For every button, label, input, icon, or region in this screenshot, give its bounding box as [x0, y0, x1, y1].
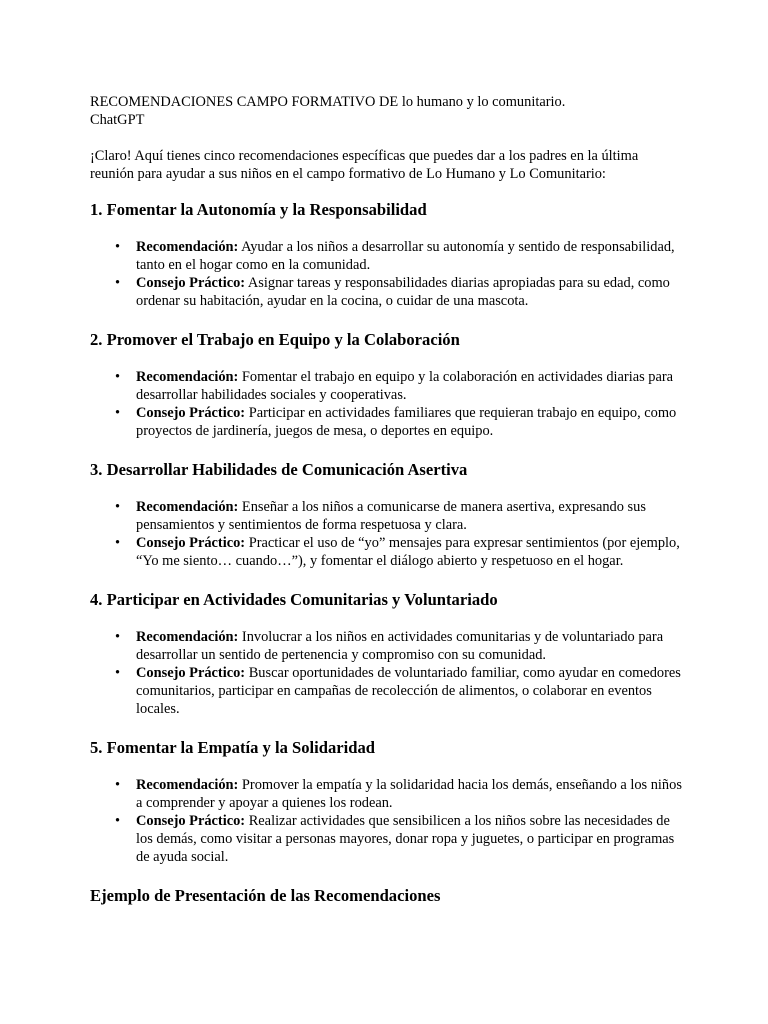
list-item — [115, 274, 682, 310]
final-heading: Ejemplo de Presentación de las Recomendaciones — [90, 886, 441, 905]
item-text: Enseñar a los niños a comunicarse de manera asertiva, expresando sus pensamientos y sentimientos de forma respetuosa y clara. — [136, 499, 646, 533]
item-text: Participar en actividades familiares que requieran trabajo en equipo, como proyectos de jardinería, juegos de mesa, o deportes en equipo. — [136, 405, 677, 439]
item-label: Consejo Práctico: — [136, 813, 246, 829]
intro-paragraph: ¡Claro! Aquí tienes cinco recomendaciones específicas que puedes dar a los padres en la última reunión para ayudar a sus niños en el campo formativo de Lo Humano y Lo Comunitario: — [90, 148, 639, 182]
bullet-icon: • — [115, 239, 121, 255]
bullet-icon: • — [115, 777, 121, 793]
section-heading: 2. Promover el Trabajo en Equipo y la Colaboración — [90, 330, 460, 349]
item-text: Fomentar el trabajo en equipo y la colaboración en actividades diarias para desarrollar habilidades sociales y cooperativas. — [136, 369, 674, 403]
bullet-list — [90, 368, 682, 440]
bullet-icon: • — [115, 275, 121, 291]
item-text: Realizar actividades que sensibilicen a los niños sobre las necesidades de los demás, como visitar a personas mayores, donar ropa y juguetes, o participar en programas de ayuda social. — [136, 813, 675, 865]
bullet-icon: • — [115, 535, 121, 551]
list-item — [115, 368, 682, 404]
section-3 — [90, 460, 682, 570]
item-label: Recomendación: — [136, 369, 239, 385]
section-5 — [90, 738, 682, 866]
item-text: Asignar tareas y responsabilidades diarias apropiadas para su edad, como ordenar su habitación, ayudar en la cocina, o cuidar de una mascota. — [136, 275, 670, 309]
bullet-icon: • — [115, 629, 121, 645]
list-item — [115, 498, 682, 534]
item-label: Consejo Práctico: — [136, 405, 246, 421]
section-heading: 5. Fomentar la Empatía y la Solidaridad — [90, 738, 376, 757]
item-text: Practicar el uso de “yo” mensajes para expresar sentimientos (por ejemplo, “Yo me siento… cuando…”), y fomentar el diálogo abierto y respetuoso en el hogar. — [136, 535, 680, 569]
list-item — [115, 404, 682, 440]
item-text: Buscar oportunidades de voluntariado familiar, como ayudar en comedores comunitarios, participar en campañas de recolección de alimentos, o colaborar en eventos locales. — [136, 665, 681, 717]
bullet-icon: • — [115, 499, 121, 515]
item-label: Consejo Práctico: — [136, 665, 246, 681]
section-1 — [90, 200, 682, 310]
item-label: Consejo Práctico: — [136, 535, 246, 551]
bullet-list — [90, 238, 682, 310]
section-heading: 4. Participar en Actividades Comunitarias y Voluntariado — [90, 590, 498, 609]
item-label: Recomendación: — [136, 499, 239, 515]
list-item — [115, 812, 682, 866]
author-line: ChatGPT — [90, 112, 145, 128]
section-4 — [90, 590, 682, 718]
section-2 — [90, 330, 682, 440]
item-label: Recomendación: — [136, 777, 239, 793]
bullet-icon: • — [115, 813, 121, 829]
bullet-icon: • — [115, 369, 121, 385]
list-item — [115, 534, 682, 570]
item-label: Consejo Práctico: — [136, 275, 246, 291]
section-heading: 3. Desarrollar Habilidades de Comunicación Asertiva — [90, 460, 468, 479]
bullet-list — [90, 776, 682, 866]
list-item — [115, 628, 682, 664]
item-text: Promover la empatía y la solidaridad hacia los demás, enseñando a los niños a comprender y apoyar a quienes los rodean. — [136, 777, 682, 811]
bullet-icon: • — [115, 405, 121, 421]
item-text: Ayudar a los niños a desarrollar su autonomía y sentido de responsabilidad, tanto en el hogar como en la comunidad. — [136, 239, 675, 273]
list-item — [115, 238, 682, 274]
bullet-list — [90, 628, 682, 718]
document-page — [90, 93, 682, 906]
bullet-icon: • — [115, 665, 121, 681]
bullet-list — [90, 498, 682, 570]
item-label: Recomendación: — [136, 239, 239, 255]
document-title: RECOMENDACIONES CAMPO FORMATIVO DE lo humano y lo comunitario. — [90, 94, 566, 110]
item-text: Involucrar a los niños en actividades comunitarias y de voluntariado para desarrollar un sentido de pertenencia y compromiso con su comunidad. — [136, 629, 664, 663]
list-item — [115, 776, 682, 812]
section-heading: 1. Fomentar la Autonomía y la Responsabilidad — [90, 200, 427, 219]
list-item — [115, 664, 682, 718]
item-label: Recomendación: — [136, 629, 239, 645]
